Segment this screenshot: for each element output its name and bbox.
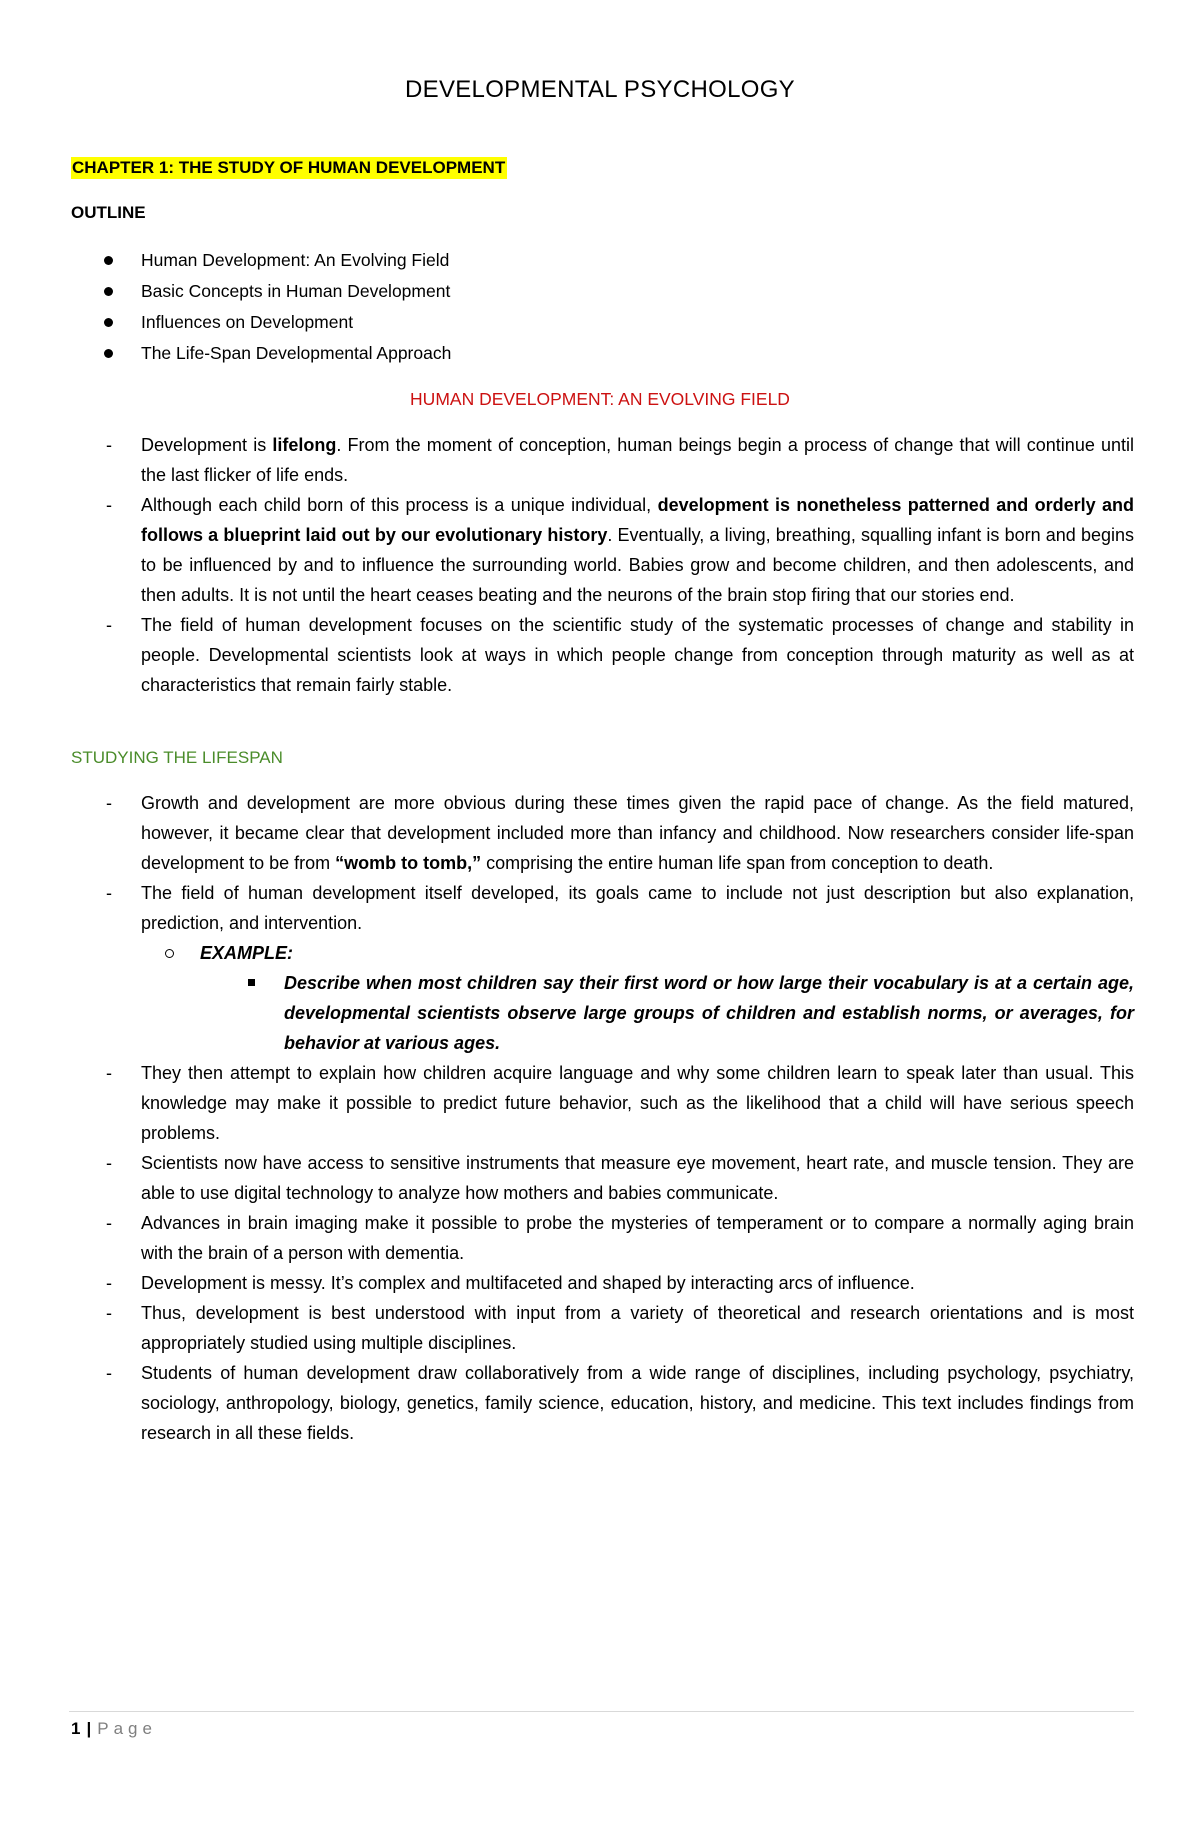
page-number: 1 — [71, 1719, 81, 1738]
example-label: EXAMPLE: — [200, 943, 294, 963]
outline-item — [0, 307, 1200, 338]
outline-item-text: Basic Concepts in Human Development — [141, 281, 451, 301]
footer-separator: | — [86, 1719, 92, 1738]
list-item — [0, 1148, 1200, 1208]
outline-list — [0, 245, 1200, 369]
bullet-icon — [104, 349, 113, 358]
bullet-icon — [104, 318, 113, 327]
list-item-text: Development is lifelong. From the moment of conception, human beings begin a process of change that will continue until the last flicker of life ends. — [141, 435, 1135, 485]
dash-bullet: - — [106, 615, 112, 635]
dash-bullet: - — [106, 793, 112, 813]
section-heading-lifespan: STUDYING THE LIFESPAN — [71, 748, 283, 767]
dash-bullet: - — [106, 435, 112, 455]
outline-item — [0, 276, 1200, 307]
outline-item — [0, 245, 1200, 276]
list-item — [0, 610, 1200, 700]
list-item — [0, 1358, 1200, 1448]
list-item-text: Although each child born of this process is a unique individual, development is nonetheless patterned and orderly and follows a blueprint laid out by our evolutionary history. Eventually, a living, breathing, squalling infant is born and begins to be influenced by and to influence the surrounding world. Babies grow and become children, and then adolescents, and then adults. It is not until the heart ceases beating and the neurons of the brain stop firing that our stories end. — [141, 495, 1135, 605]
list-item — [0, 490, 1200, 610]
list-item — [0, 1268, 1200, 1298]
example-detail — [0, 968, 1200, 1058]
list-item — [0, 1058, 1200, 1148]
list-item — [0, 878, 1200, 938]
list-item — [0, 1208, 1200, 1268]
list-item-text: Thus, development is best understood with input from a variety of theoretical and research orientations and is most appropriately studied using multiple disciplines. — [141, 1303, 1134, 1353]
outline-item-text: Human Development: An Evolving Field — [141, 250, 450, 270]
outline-item-text: The Life-Span Developmental Approach — [141, 343, 452, 363]
dash-bullet: - — [106, 1213, 112, 1233]
footer-divider — [69, 1711, 1134, 1712]
outline-item — [0, 338, 1200, 369]
bullet-icon — [104, 287, 113, 296]
dash-bullet: - — [106, 1273, 112, 1293]
list-item — [0, 788, 1200, 878]
dash-bullet: - — [106, 495, 112, 515]
example-subitem — [0, 938, 1200, 968]
circle-bullet-icon — [165, 949, 174, 958]
dash-bullet: - — [106, 1303, 112, 1323]
dash-bullet: - — [106, 883, 112, 903]
list-item-text: Students of human development draw collaboratively from a wide range of disciplines, including psychology, psychiatry, sociology, anthropology, biology, genetics, family science, education, history, and medicine. This text includes findings from research in all these fields. — [141, 1363, 1134, 1443]
list-item-text: The field of human development focuses on the scientific study of the systematic processes of change and stability in people. Developmental scientists look at ways in which people change from conception through maturity as well as at characteristics that remain fairly stable. — [141, 615, 1134, 695]
section-heading-evolving-field: HUMAN DEVELOPMENT: AN EVOLVING FIELD — [410, 389, 790, 409]
document-title: DEVELOPMENTAL PSYCHOLOGY — [405, 76, 795, 103]
dash-bullet: - — [106, 1153, 112, 1173]
chapter-heading: CHAPTER 1: THE STUDY OF HUMAN DEVELOPMENT — [72, 158, 506, 177]
outline-item-text: Influences on Development — [141, 312, 354, 332]
page-footer — [71, 1719, 157, 1739]
list-item-text: Advances in brain imaging make it possible to probe the mysteries of temperament or to compare a normally aging brain with the brain of a person with dementia. — [141, 1213, 1134, 1263]
page-label: Page — [97, 1719, 157, 1738]
dash-bullet: - — [106, 1063, 112, 1083]
section-lifespan-list — [0, 788, 1200, 1448]
section-evolving-field-list — [0, 430, 1200, 700]
list-item — [0, 430, 1200, 490]
list-item-text: Development is messy. It’s complex and multifaceted and shaped by interacting arcs of influence. — [141, 1273, 915, 1293]
list-item-text: Growth and development are more obvious during these times given the rapid pace of change. As the field matured, however, it became clear that development included more than infancy and childhood. Now researchers consider life-span development to be from “womb to tomb,” comprising the entire human life span from conception to death. — [141, 793, 1134, 873]
square-bullet-icon — [248, 979, 255, 986]
bullet-icon — [104, 256, 113, 265]
list-item-text: The field of human development itself developed, its goals came to include not just description but also explanation, prediction, and intervention. — [141, 883, 1134, 933]
outline-label: OUTLINE — [71, 203, 146, 222]
dash-bullet: - — [106, 1363, 112, 1383]
list-item-text: They then attempt to explain how children acquire language and why some children learn to speak later than usual. This knowledge may make it possible to predict future behavior, such as the likelihood that a child will have serious speech problems. — [141, 1063, 1134, 1143]
list-item — [0, 1298, 1200, 1358]
list-item-text: Scientists now have access to sensitive instruments that measure eye movement, heart rate, and muscle tension. They are able to use digital technology to analyze how mothers and babies communicate. — [141, 1153, 1134, 1203]
example-detail-text: Describe when most children say their first word or how large their vocabulary is at a certain age, developmental scientists observe large groups of children and establish norms, or averages, for behavior at various ages. — [284, 973, 1134, 1053]
